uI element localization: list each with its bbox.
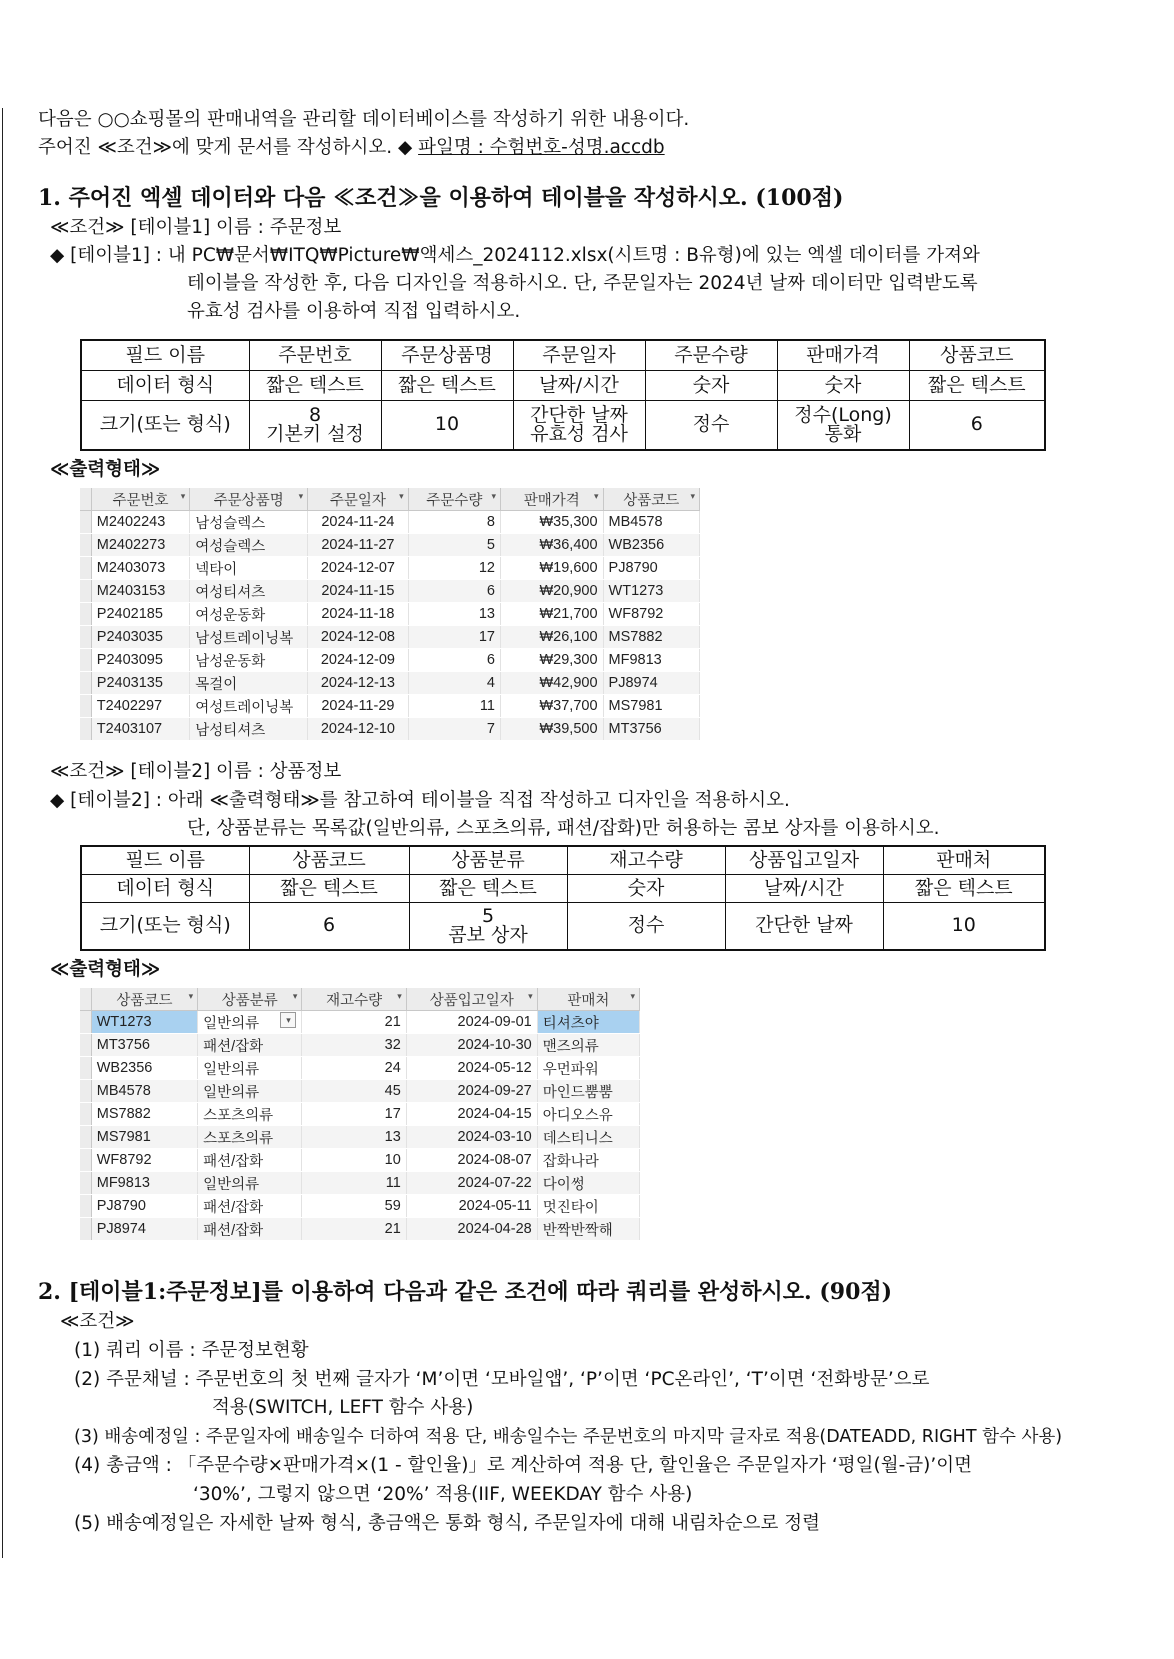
table-cell[interactable]: 패션/잡화 xyxy=(198,1195,302,1218)
table-cell[interactable]: 6 xyxy=(408,649,500,672)
row-selector[interactable] xyxy=(80,1172,91,1195)
output-label-2: ≪출력형태≫ xyxy=(50,959,161,980)
spec-size: 간단한 날짜 유효성 검사 xyxy=(513,400,645,450)
table-cell[interactable]: 일반의류 xyxy=(198,1057,302,1080)
table-cell[interactable]: 스포츠의류 xyxy=(198,1103,302,1126)
spec-size: 10 xyxy=(883,902,1045,950)
table-cell[interactable]: 45 xyxy=(302,1080,406,1103)
table-cell[interactable]: M2402273 xyxy=(91,534,189,557)
row-selector[interactable] xyxy=(80,511,91,534)
table2-desc-line1: ◆ [테이블2] : 아래 ≪출력형태≫를 참고하여 테이블을 직접 작성하고 디자인을 적용하시오. xyxy=(50,790,790,811)
table-cell[interactable]: 마인드뿜뿜 xyxy=(537,1080,639,1103)
table-cell[interactable]: 스포츠의류 xyxy=(198,1126,302,1149)
table-cell[interactable]: ₩39,500 xyxy=(500,718,603,741)
question-1-title: 1. 주어진 엑셀 데이터와 다음 ≪조건≫을 이용하여 테이블을 작성하시오. (100점) xyxy=(38,185,844,211)
column-header[interactable]: 상품코드 ▾ xyxy=(603,488,699,511)
q2-item-4-cont: ‘30%’, 그렇지 않으면 ‘20%’ 적용(IIF, WEEKDAY 함수 사용) xyxy=(193,1484,693,1505)
spec-type: 짧은 텍스트 xyxy=(409,874,567,902)
table-row[interactable] xyxy=(80,511,700,534)
spec-type: 숫자 xyxy=(567,874,725,902)
table-cell[interactable]: 17 xyxy=(302,1103,406,1126)
spec-size: 8 기본키 설정 xyxy=(249,400,381,450)
select-all-corner[interactable] xyxy=(80,488,91,511)
table-cell[interactable]: M2403153 xyxy=(91,580,189,603)
row-selector[interactable] xyxy=(80,534,91,557)
table-cell[interactable]: 2024-05-11 xyxy=(406,1195,537,1218)
table-cell[interactable]: WT1273 xyxy=(91,1011,197,1034)
q2-condition-label: ≪조건≫ xyxy=(60,1311,135,1332)
sort-filter-arrow-icon[interactable]: ▾ xyxy=(188,991,194,1001)
table-cell[interactable]: 24 xyxy=(302,1057,406,1080)
table-cell[interactable]: 7 xyxy=(408,718,500,741)
table-cell[interactable]: 2024-05-12 xyxy=(406,1057,537,1080)
spec-field: 판매가격 xyxy=(777,340,909,370)
table-cell[interactable]: M2402243 xyxy=(91,511,189,534)
table-cell[interactable]: MT3756 xyxy=(91,1034,197,1057)
table-cell[interactable]: PJ8974 xyxy=(603,672,699,695)
table-cell[interactable]: 10 xyxy=(302,1149,406,1172)
table-cell[interactable]: 2024-11-24 xyxy=(308,511,409,534)
table-cell[interactable]: 여성티셔츠 xyxy=(190,580,308,603)
spec-field: 상품코드 xyxy=(909,340,1045,370)
column-header[interactable]: 주문상품명 ▾ xyxy=(190,488,308,511)
table-cell[interactable]: ₩29,300 xyxy=(500,649,603,672)
table-cell[interactable]: WT1273 xyxy=(603,580,699,603)
table-row[interactable] xyxy=(80,1034,640,1057)
row-selector[interactable] xyxy=(80,626,91,649)
intro-line-1: 다음은 ○○쇼핑몰의 판매내역을 관리할 데이터베이스를 작성하기 위한 내용이다. xyxy=(38,109,690,130)
table-cell[interactable]: MS7882 xyxy=(91,1103,197,1126)
sort-filter-arrow-icon[interactable]: ▾ xyxy=(292,991,298,1001)
spec-type: 날짜/시간 xyxy=(513,370,645,400)
table-cell[interactable]: T2402297 xyxy=(91,695,189,718)
table-cell[interactable]: 넥타이 xyxy=(190,557,308,580)
sort-filter-arrow-icon[interactable]: ▾ xyxy=(399,491,404,501)
table-cell[interactable]: 2024-09-01 xyxy=(406,1011,537,1034)
table-cell[interactable]: 2024-04-28 xyxy=(406,1218,537,1241)
spec-type: 숫자 xyxy=(777,370,909,400)
table-cell[interactable]: 12 xyxy=(408,557,500,580)
sort-filter-arrow-icon[interactable]: ▾ xyxy=(594,491,599,501)
sort-filter-arrow-icon[interactable]: ▾ xyxy=(690,491,695,501)
spec-header-type: 데이터 형식 xyxy=(81,370,249,400)
table-cell[interactable]: WF8792 xyxy=(603,603,699,626)
table-cell[interactable]: WB2356 xyxy=(603,534,699,557)
table-cell[interactable]: 맨즈의류 xyxy=(537,1034,639,1057)
intro-line-2-prefix: 주어진 ≪조건≫에 맞게 문서를 작성하시오. ◆ xyxy=(38,137,419,158)
column-header[interactable]: 판매가격 ▾ xyxy=(500,488,603,511)
table-cell[interactable]: MB4578 xyxy=(91,1080,197,1103)
products-datasheet[interactable] xyxy=(80,988,640,1241)
column-header[interactable]: 주문수량 ▾ xyxy=(408,488,500,511)
table-cell[interactable]: 2024-11-15 xyxy=(308,580,409,603)
table1-desc-line1: ◆ [테이블1] : 내 PC₩문서₩ITQ₩Picture₩액세스_2024112.xlsx(시트명 : B유형)에 있는 엑셀 데이터를 가져와 xyxy=(50,245,980,266)
table-row[interactable] xyxy=(80,672,700,695)
q2-item-5: (5) 배송예정일은 자세한 날짜 형식, 총금액은 통화 형식, 주문일자에 대해 내림차순으로 정렬 xyxy=(74,1513,821,1534)
table-cell[interactable]: 4 xyxy=(408,672,500,695)
table-cell[interactable]: ₩26,100 xyxy=(500,626,603,649)
spec-size: 정수 xyxy=(567,902,725,950)
column-header[interactable]: 재고수량 ▾ xyxy=(302,988,406,1011)
table-cell[interactable]: M2403073 xyxy=(91,557,189,580)
table-row[interactable] xyxy=(80,1057,640,1080)
spec-size: 정수(Long) 통화 xyxy=(777,400,909,450)
row-selector[interactable] xyxy=(80,649,91,672)
row-selector[interactable] xyxy=(80,1195,91,1218)
question-2-title: 2. [테이블1:주문정보]를 이용하여 다음과 같은 조건에 따라 쿼리를 완성하시오. (90점) xyxy=(38,1279,893,1305)
table-cell[interactable]: P2403095 xyxy=(91,649,189,672)
table-cell[interactable]: 2024-07-22 xyxy=(406,1172,537,1195)
column-header[interactable]: 상품코드 ▾ xyxy=(91,988,197,1011)
table-cell[interactable]: 2024-12-07 xyxy=(308,557,409,580)
table-cell[interactable]: 아디오스유 xyxy=(537,1103,639,1126)
table-row[interactable] xyxy=(80,695,700,718)
spec-field: 주문수량 xyxy=(645,340,777,370)
sort-filter-arrow-icon[interactable]: ▾ xyxy=(491,491,496,501)
table-row[interactable] xyxy=(80,1195,640,1218)
table2-spec xyxy=(80,845,1046,951)
table-cell[interactable]: ₩35,300 xyxy=(500,511,603,534)
table-cell[interactable]: P2403135 xyxy=(91,672,189,695)
spec-field: 상품분류 xyxy=(409,846,567,874)
output-label-1: ≪출력형태≫ xyxy=(50,459,161,480)
spec-size: 6 xyxy=(909,400,1045,450)
table-cell[interactable]: 여성트레이닝복 xyxy=(190,695,308,718)
table-cell[interactable]: 2024-08-07 xyxy=(406,1149,537,1172)
table-cell[interactable]: 2024-11-18 xyxy=(308,603,409,626)
table-cell[interactable]: 2024-10-30 xyxy=(406,1034,537,1057)
table1-desc-line2: 테이블을 작성한 후, 다음 디자인을 적용하시오. 단, 주문일자는 2024년 날짜 데이터만 입력받도록 xyxy=(187,273,978,294)
table-cell[interactable]: 멋진타이 xyxy=(537,1195,639,1218)
table-cell[interactable]: 2024-12-13 xyxy=(308,672,409,695)
spec-size: 간단한 날짜 xyxy=(725,902,883,950)
table-cell[interactable]: 남성트레이닝복 xyxy=(190,626,308,649)
column-header[interactable]: 상품입고일자 ▾ xyxy=(406,988,537,1011)
q2-item-2-cont: 적용(SWITCH, LEFT 함수 사용) xyxy=(212,1397,474,1418)
row-selector[interactable] xyxy=(80,1126,91,1149)
table-row[interactable] xyxy=(80,1218,640,1241)
table-row[interactable] xyxy=(80,1149,640,1172)
q2-item-2: (2) 주문채널 : 주문번호의 첫 번째 글자가 ‘M’이면 ‘모바일앱’, ‘P’이면 ‘PC온라인’, ‘T’이면 ‘전화방문’으로 xyxy=(74,1369,930,1390)
row-selector[interactable] xyxy=(80,1057,91,1080)
table1-spec xyxy=(80,339,1046,451)
table-cell[interactable]: 다이썽 xyxy=(537,1172,639,1195)
table-cell[interactable]: 패션/잡화 xyxy=(198,1218,302,1241)
table-cell[interactable]: MF9813 xyxy=(603,649,699,672)
sort-filter-arrow-icon[interactable]: ▾ xyxy=(397,991,402,1001)
table-cell[interactable]: 2024-12-08 xyxy=(308,626,409,649)
table2-desc-line2: 단, 상품분류는 목록값(일반의류, 스포츠의류, 패션/잡화)만 허용하는 콤보 상자를 이용하시오. xyxy=(187,818,940,839)
table-row[interactable] xyxy=(80,557,700,580)
q2-item-1: (1) 쿼리 이름 : 주문정보현황 xyxy=(74,1340,309,1361)
table-cell[interactable]: T2403107 xyxy=(91,718,189,741)
table-cell[interactable]: 2024-04-15 xyxy=(406,1103,537,1126)
table-cell[interactable]: 32 xyxy=(302,1034,406,1057)
table-cell[interactable]: 2024-12-10 xyxy=(308,718,409,741)
table-cell[interactable]: PJ8974 xyxy=(91,1218,197,1241)
table-row[interactable] xyxy=(80,1011,640,1034)
condition-table2: ≪조건≫ [테이블2] 이름 : 상품정보 xyxy=(50,761,342,782)
table1-desc-line3: 유효성 검사를 이용하여 직접 입력하시오. xyxy=(187,301,521,322)
table-cell[interactable]: WB2356 xyxy=(91,1057,197,1080)
table-cell[interactable]: ₩19,600 xyxy=(500,557,603,580)
table-cell[interactable]: MT3756 xyxy=(603,718,699,741)
column-header[interactable]: 주문일자 ▾ xyxy=(308,488,409,511)
left-margin-rule xyxy=(2,108,3,1558)
table-cell[interactable]: 13 xyxy=(408,603,500,626)
table-cell[interactable]: 여성슬렉스 xyxy=(190,534,308,557)
table-cell[interactable]: 남성슬렉스 xyxy=(190,511,308,534)
table-row[interactable] xyxy=(80,1080,640,1103)
table-cell[interactable]: MS7981 xyxy=(603,695,699,718)
table-cell[interactable]: 2024-11-29 xyxy=(308,695,409,718)
q2-item-4: (4) 총금액 : 「주문수량×판매가격×(1 - 할인율)」로 계산하여 적용 단, 할인율은 주문일자가 ‘평일(월-금)’이면 xyxy=(74,1455,972,1476)
table-cell[interactable]: 반짝반짝해 xyxy=(537,1218,639,1241)
row-selector[interactable] xyxy=(80,1034,91,1057)
row-selector[interactable] xyxy=(80,695,91,718)
table-cell[interactable]: 2024-12-09 xyxy=(308,649,409,672)
table-row[interactable] xyxy=(80,626,700,649)
table-cell[interactable]: 11 xyxy=(408,695,500,718)
table-row[interactable] xyxy=(80,1103,640,1126)
table-cell[interactable]: 티셔츠야 xyxy=(537,1011,639,1034)
table-cell[interactable]: ₩42,900 xyxy=(500,672,603,695)
table-cell[interactable]: 남성티셔츠 xyxy=(190,718,308,741)
spec-size: 6 xyxy=(249,902,409,950)
table-row[interactable] xyxy=(80,718,700,741)
column-header[interactable]: 상품분류 ▾ xyxy=(198,988,302,1011)
sort-filter-arrow-icon[interactable]: ▾ xyxy=(298,491,304,501)
spec-type: 짧은 텍스트 xyxy=(381,370,513,400)
spec-header-field: 필드 이름 xyxy=(81,846,249,874)
orders-datasheet[interactable] xyxy=(80,488,700,741)
table-cell[interactable]: MF9813 xyxy=(91,1172,197,1195)
spec-header-size: 크기(또는 형식) xyxy=(81,400,249,450)
file-name: 파일명 : 수험번호-성명.accdb xyxy=(418,137,665,158)
row-selector[interactable] xyxy=(80,1218,91,1241)
condition-table1: ≪조건≫ [테이블1] 이름 : 주문정보 xyxy=(50,217,342,238)
row-selector[interactable] xyxy=(80,1149,91,1172)
combo-dropdown-icon[interactable]: ▾ xyxy=(280,1012,296,1028)
table-cell[interactable]: ₩21,700 xyxy=(500,603,603,626)
spec-header-field: 필드 이름 xyxy=(81,340,249,370)
table-cell[interactable]: ₩20,900 xyxy=(500,580,603,603)
table-cell[interactable]: MB4578 xyxy=(603,511,699,534)
table-cell[interactable]: 21 xyxy=(302,1218,406,1241)
row-selector[interactable] xyxy=(80,672,91,695)
table-cell[interactable]: P2403035 xyxy=(91,626,189,649)
row-selector[interactable] xyxy=(80,580,91,603)
spec-field: 주문번호 xyxy=(249,340,381,370)
spec-size: 정수 xyxy=(645,400,777,450)
spec-type: 짧은 텍스트 xyxy=(909,370,1045,400)
table-cell[interactable]: PJ8790 xyxy=(603,557,699,580)
table-cell[interactable]: 59 xyxy=(302,1195,406,1218)
spec-size: 10 xyxy=(381,400,513,450)
table-cell[interactable]: ₩37,700 xyxy=(500,695,603,718)
column-header[interactable]: 주문번호 ▾ xyxy=(91,488,189,511)
sort-filter-arrow-icon[interactable]: ▾ xyxy=(528,991,533,1001)
row-selector[interactable] xyxy=(80,1103,91,1126)
table-cell[interactable]: 8 xyxy=(408,511,500,534)
table-cell[interactable]: 일반의류 xyxy=(198,1080,302,1103)
spec-field: 주문상품명 xyxy=(381,340,513,370)
table-row[interactable] xyxy=(80,580,700,603)
q2-item-3: (3) 배송예정일 : 주문일자에 배송일수 더하여 적용 단, 배송일수는 주문번호의 마지막 글자로 적용(DATEADD, RIGHT 함수 사용) xyxy=(74,1427,1063,1447)
table-cell[interactable]: 2024-03-10 xyxy=(406,1126,537,1149)
spec-field: 주문일자 xyxy=(513,340,645,370)
table-cell[interactable]: 패션/잡화 xyxy=(198,1149,302,1172)
table-cell[interactable]: 여성운동화 xyxy=(190,603,308,626)
table-cell[interactable]: 2024-11-27 xyxy=(308,534,409,557)
spec-field: 판매처 xyxy=(883,846,1045,874)
sort-filter-arrow-icon[interactable]: ▾ xyxy=(180,491,186,501)
table-row[interactable] xyxy=(80,649,700,672)
row-selector[interactable] xyxy=(80,1011,91,1034)
spec-type: 짧은 텍스트 xyxy=(249,874,409,902)
spec-field: 재고수량 xyxy=(567,846,725,874)
spec-type: 숫자 xyxy=(645,370,777,400)
spec-header-type: 데이터 형식 xyxy=(81,874,249,902)
table-cell[interactable]: 21 xyxy=(302,1011,406,1034)
intro-line-2 xyxy=(38,136,665,160)
table-cell[interactable]: MS7981 xyxy=(91,1126,197,1149)
table-cell[interactable]: 일반의류 ▾ xyxy=(198,1011,302,1034)
table-cell[interactable]: WF8792 xyxy=(91,1149,197,1172)
spec-type: 짧은 텍스트 xyxy=(249,370,381,400)
table-cell[interactable]: PJ8790 xyxy=(91,1195,197,1218)
table-cell[interactable]: 목걸이 xyxy=(190,672,308,695)
table-row[interactable] xyxy=(80,1126,640,1149)
select-all-corner[interactable] xyxy=(80,988,91,1011)
table-cell[interactable]: 5 xyxy=(408,534,500,557)
table-cell[interactable]: 17 xyxy=(408,626,500,649)
table-cell[interactable]: 데스티니스 xyxy=(537,1126,639,1149)
column-header[interactable]: 판매처 ▾ xyxy=(537,988,639,1011)
sort-filter-arrow-icon[interactable]: ▾ xyxy=(630,991,635,1001)
table-cell[interactable]: MS7882 xyxy=(603,626,699,649)
table-row[interactable] xyxy=(80,534,700,557)
row-selector[interactable] xyxy=(80,1080,91,1103)
row-selector[interactable] xyxy=(80,557,91,580)
table-cell[interactable]: 남성운동화 xyxy=(190,649,308,672)
table-cell[interactable]: 11 xyxy=(302,1172,406,1195)
table-cell[interactable]: P2402185 xyxy=(91,603,189,626)
spec-field: 상품입고일자 xyxy=(725,846,883,874)
spec-type: 날짜/시간 xyxy=(725,874,883,902)
table-row[interactable] xyxy=(80,603,700,626)
table-cell[interactable]: 일반의류 xyxy=(198,1172,302,1195)
spec-type: 짧은 텍스트 xyxy=(883,874,1045,902)
table-cell[interactable]: 2024-09-27 xyxy=(406,1080,537,1103)
spec-field: 상품코드 xyxy=(249,846,409,874)
spec-header-size: 크기(또는 형식) xyxy=(81,902,249,950)
spec-size: 5 콤보 상자 xyxy=(409,902,567,950)
table-cell[interactable]: 잡화나라 xyxy=(537,1149,639,1172)
table-cell[interactable]: ₩36,400 xyxy=(500,534,603,557)
table-cell[interactable]: 13 xyxy=(302,1126,406,1149)
table-row[interactable] xyxy=(80,1172,640,1195)
table-cell[interactable]: 6 xyxy=(408,580,500,603)
table-cell[interactable]: 우먼파워 xyxy=(537,1057,639,1080)
row-selector[interactable] xyxy=(80,603,91,626)
table-cell[interactable]: 패션/잡화 xyxy=(198,1034,302,1057)
row-selector[interactable] xyxy=(80,718,91,741)
